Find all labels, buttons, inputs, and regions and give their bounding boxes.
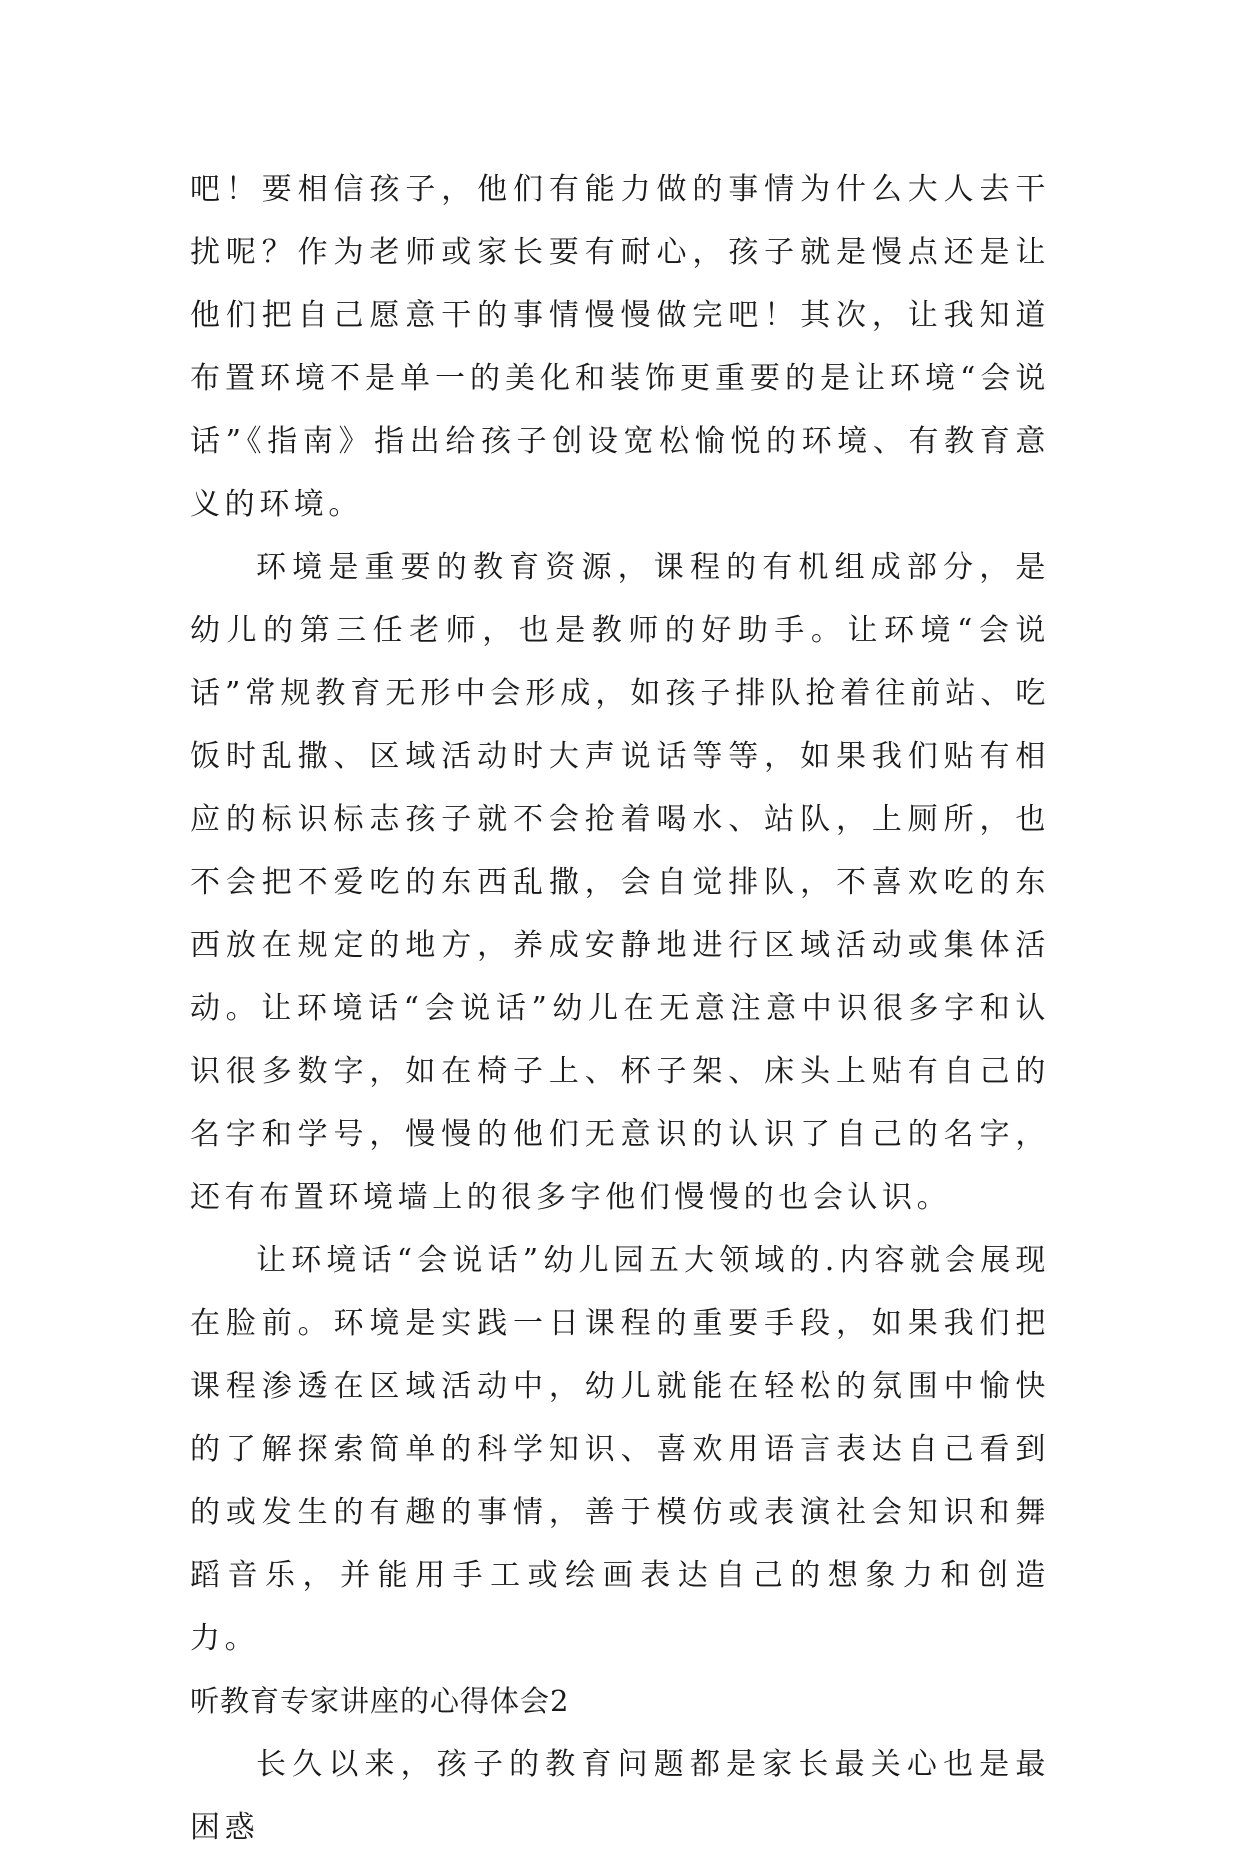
paragraph-3: 让环境话“会说话”幼儿园五大领域的.内容就会展现在脸前。环境是实践一日课程的重要手段，如果我们把课程渗透在区域活动中，幼儿就能在轻松的氛围中愉快的了解探索简单的科学知识、喜欢用语言表达自己看到的或发生的有趣的事情，善于模仿或表演社会知识和舞蹈音乐，并能用手工或绘画表达自己的想象力和创造力。 xyxy=(190,1243,1050,1656)
paragraph-4: 长久以来，孩子的教育问题都是家长最关心也是最困惑 xyxy=(190,1747,1050,1845)
section-heading: 听教育专家讲座的心得体会2 xyxy=(190,1684,570,1718)
paragraph-2: 环境是重要的教育资源，课程的有机组成部分，是幼儿的第三任老师，也是教师的好助手。让环境“会说话”常规教育无形中会形成，如孩子排队抢着往前站、吃饭时乱撒、区域活动时大声说话等等，如果我们贴有相应的标识标志孩子就不会抢着喝水、站队，上厕所，也不会把不爱吃的东西乱撒，会自觉排队，不喜欢吃的东西放在规定的地方，养成安静地进行区域活动或集体活动。让环境话“会说话”幼儿在无意注意中识很多字和认识很多数字，如在椅子上、杯子架、床头上贴有自己的名字和学号，慢慢的他们无意识的认识了自己的名字，还有布置环境墙上的很多字他们慢慢的也会认识。 xyxy=(190,550,1050,1215)
document-body xyxy=(190,158,1050,1859)
paragraph-1: 吧！要相信孩子，他们有能力做的事情为什么大人去干扰呢？作为老师或家长要有耐心，孩子就是慢点还是让他们把自己愿意干的事情慢慢做完吧！其次，让我知道布置环境不是单一的美化和装饰更重要的是让环境“会说话”《指南》指出给孩子创设宽松愉悦的环境、有教育意义的环境。 xyxy=(190,172,1050,522)
